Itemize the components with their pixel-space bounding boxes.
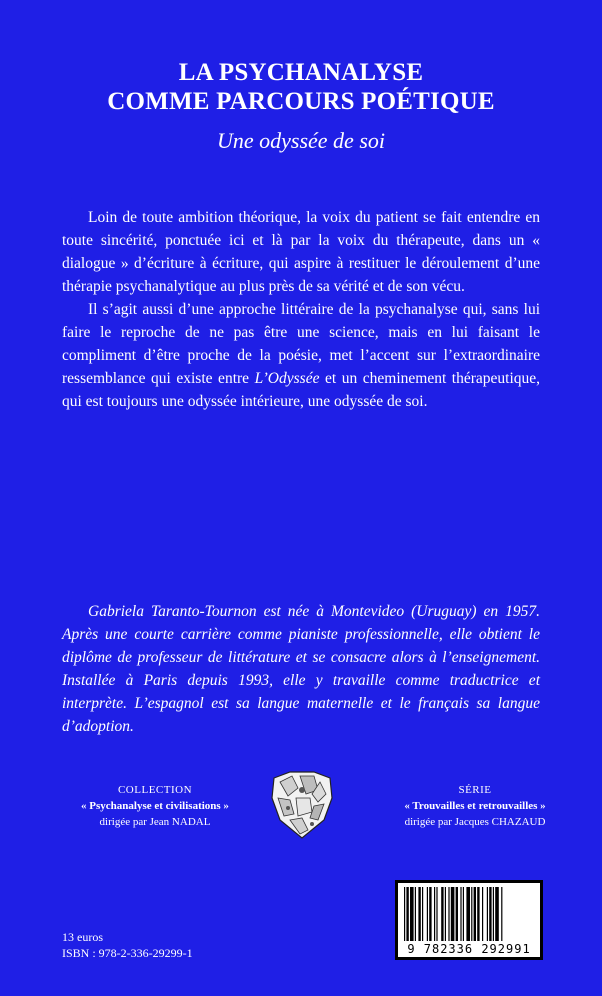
barcode-digits: 9 782336 292991 <box>407 942 531 956</box>
barcode-bar <box>448 887 449 941</box>
barcode-bar <box>422 887 423 941</box>
barcode-bars <box>402 887 536 941</box>
barcode-bar <box>466 887 470 941</box>
blurb-paragraph-2-part-b: et un cheminement thérapeutique, qui est toujours une odyssée intérieure, une odyssée de soi. <box>62 370 541 410</box>
series-heading: SÉRIE <box>458 784 492 796</box>
barcode-bar <box>456 887 458 941</box>
book-subtitle: Une odyssée de soi <box>216 128 385 153</box>
author-biography: Gabriela Taranto-Tournon est née à Montevideo (Uruguay) en 1957. Après une courte carrière comme pianiste professionnelle, elle obtient le diplôme de professeur de littérature et se consacre alors à l’enseignement. Installée à Paris depuis 1993, elle y travaille comme traductrice et interprète. L’espagnol est sa langue maternelle et le français sa langue d’adoption. <box>62 603 540 735</box>
series-director: dirigée par Jacques CHAZAUD <box>404 816 546 828</box>
collection-credit <box>50 782 260 830</box>
publisher-logo-icon <box>268 768 336 842</box>
barcode-bar <box>477 887 479 941</box>
collection-director: dirigée par Jean NADAL <box>99 816 211 828</box>
barcode-bar <box>434 887 435 941</box>
barcode-bar <box>427 887 428 941</box>
barcode <box>395 880 543 960</box>
barcode-bar <box>406 887 408 941</box>
publisher-logo-graphic <box>268 768 336 842</box>
barcode-bar <box>415 887 416 941</box>
blurb-paragraph-2 <box>62 298 540 413</box>
barcode-bar <box>445 887 446 941</box>
barcode-bar <box>501 887 502 941</box>
barcode-bar <box>463 887 464 941</box>
barcode-bar <box>429 887 431 941</box>
barcode-bar <box>471 887 472 941</box>
barcode-bar <box>460 887 461 941</box>
barcode-bar <box>474 887 476 941</box>
collection-heading: COLLECTION <box>117 784 193 796</box>
barcode-bar <box>418 887 420 941</box>
title-line-2: COMME PARCOURS POÉTIQUE <box>107 88 495 115</box>
series-name: « Trouvailles et retrouvailles » <box>404 800 546 812</box>
back-cover-blurb <box>62 206 540 413</box>
barcode-bar <box>487 887 488 941</box>
barcode-bar <box>404 887 405 941</box>
collection-name: « Psychanalyse et civilisations » <box>81 800 229 812</box>
barcode-bar <box>441 887 443 941</box>
blurb-paragraph-1: Loin de toute ambition théorique, la voix du patient se fait entendre en toute sincérité, ponctuée ici et là par la voix du thérapeute, dans un « dialogue » d’écriture à écriture, qui aspire à restituer le déroulement d’une thérapie psychanalytique au plus près de sa vérité et de son vécu. <box>62 209 540 295</box>
isbn-label: ISBN : 978-2-336-29299-1 <box>62 946 193 960</box>
price-label: 13 euros <box>62 930 103 944</box>
barcode-bar <box>489 887 491 941</box>
title-line-1: LA PSYCHANALYSE <box>178 59 424 86</box>
barcode-bar <box>482 887 483 941</box>
blurb-paragraph-2-part-a: Il s’agit aussi d’une approche littéraire de la psychanalyse qui, sans lui faire le reproche de ne pas être une science, mais en lui faisant le compliment d’être proche de la poésie, met l’accent sur l’extraordinaire ressemblance qui existe entre <box>62 301 540 387</box>
book-title <box>0 58 602 116</box>
barcode-bar <box>495 887 499 941</box>
odyssey-title-reference: L’Odyssée <box>254 370 320 387</box>
series-credit <box>370 782 580 830</box>
barcode-bar <box>451 887 455 941</box>
barcode-bar <box>436 887 437 941</box>
barcode-bar <box>493 887 494 941</box>
barcode-bar <box>410 887 414 941</box>
